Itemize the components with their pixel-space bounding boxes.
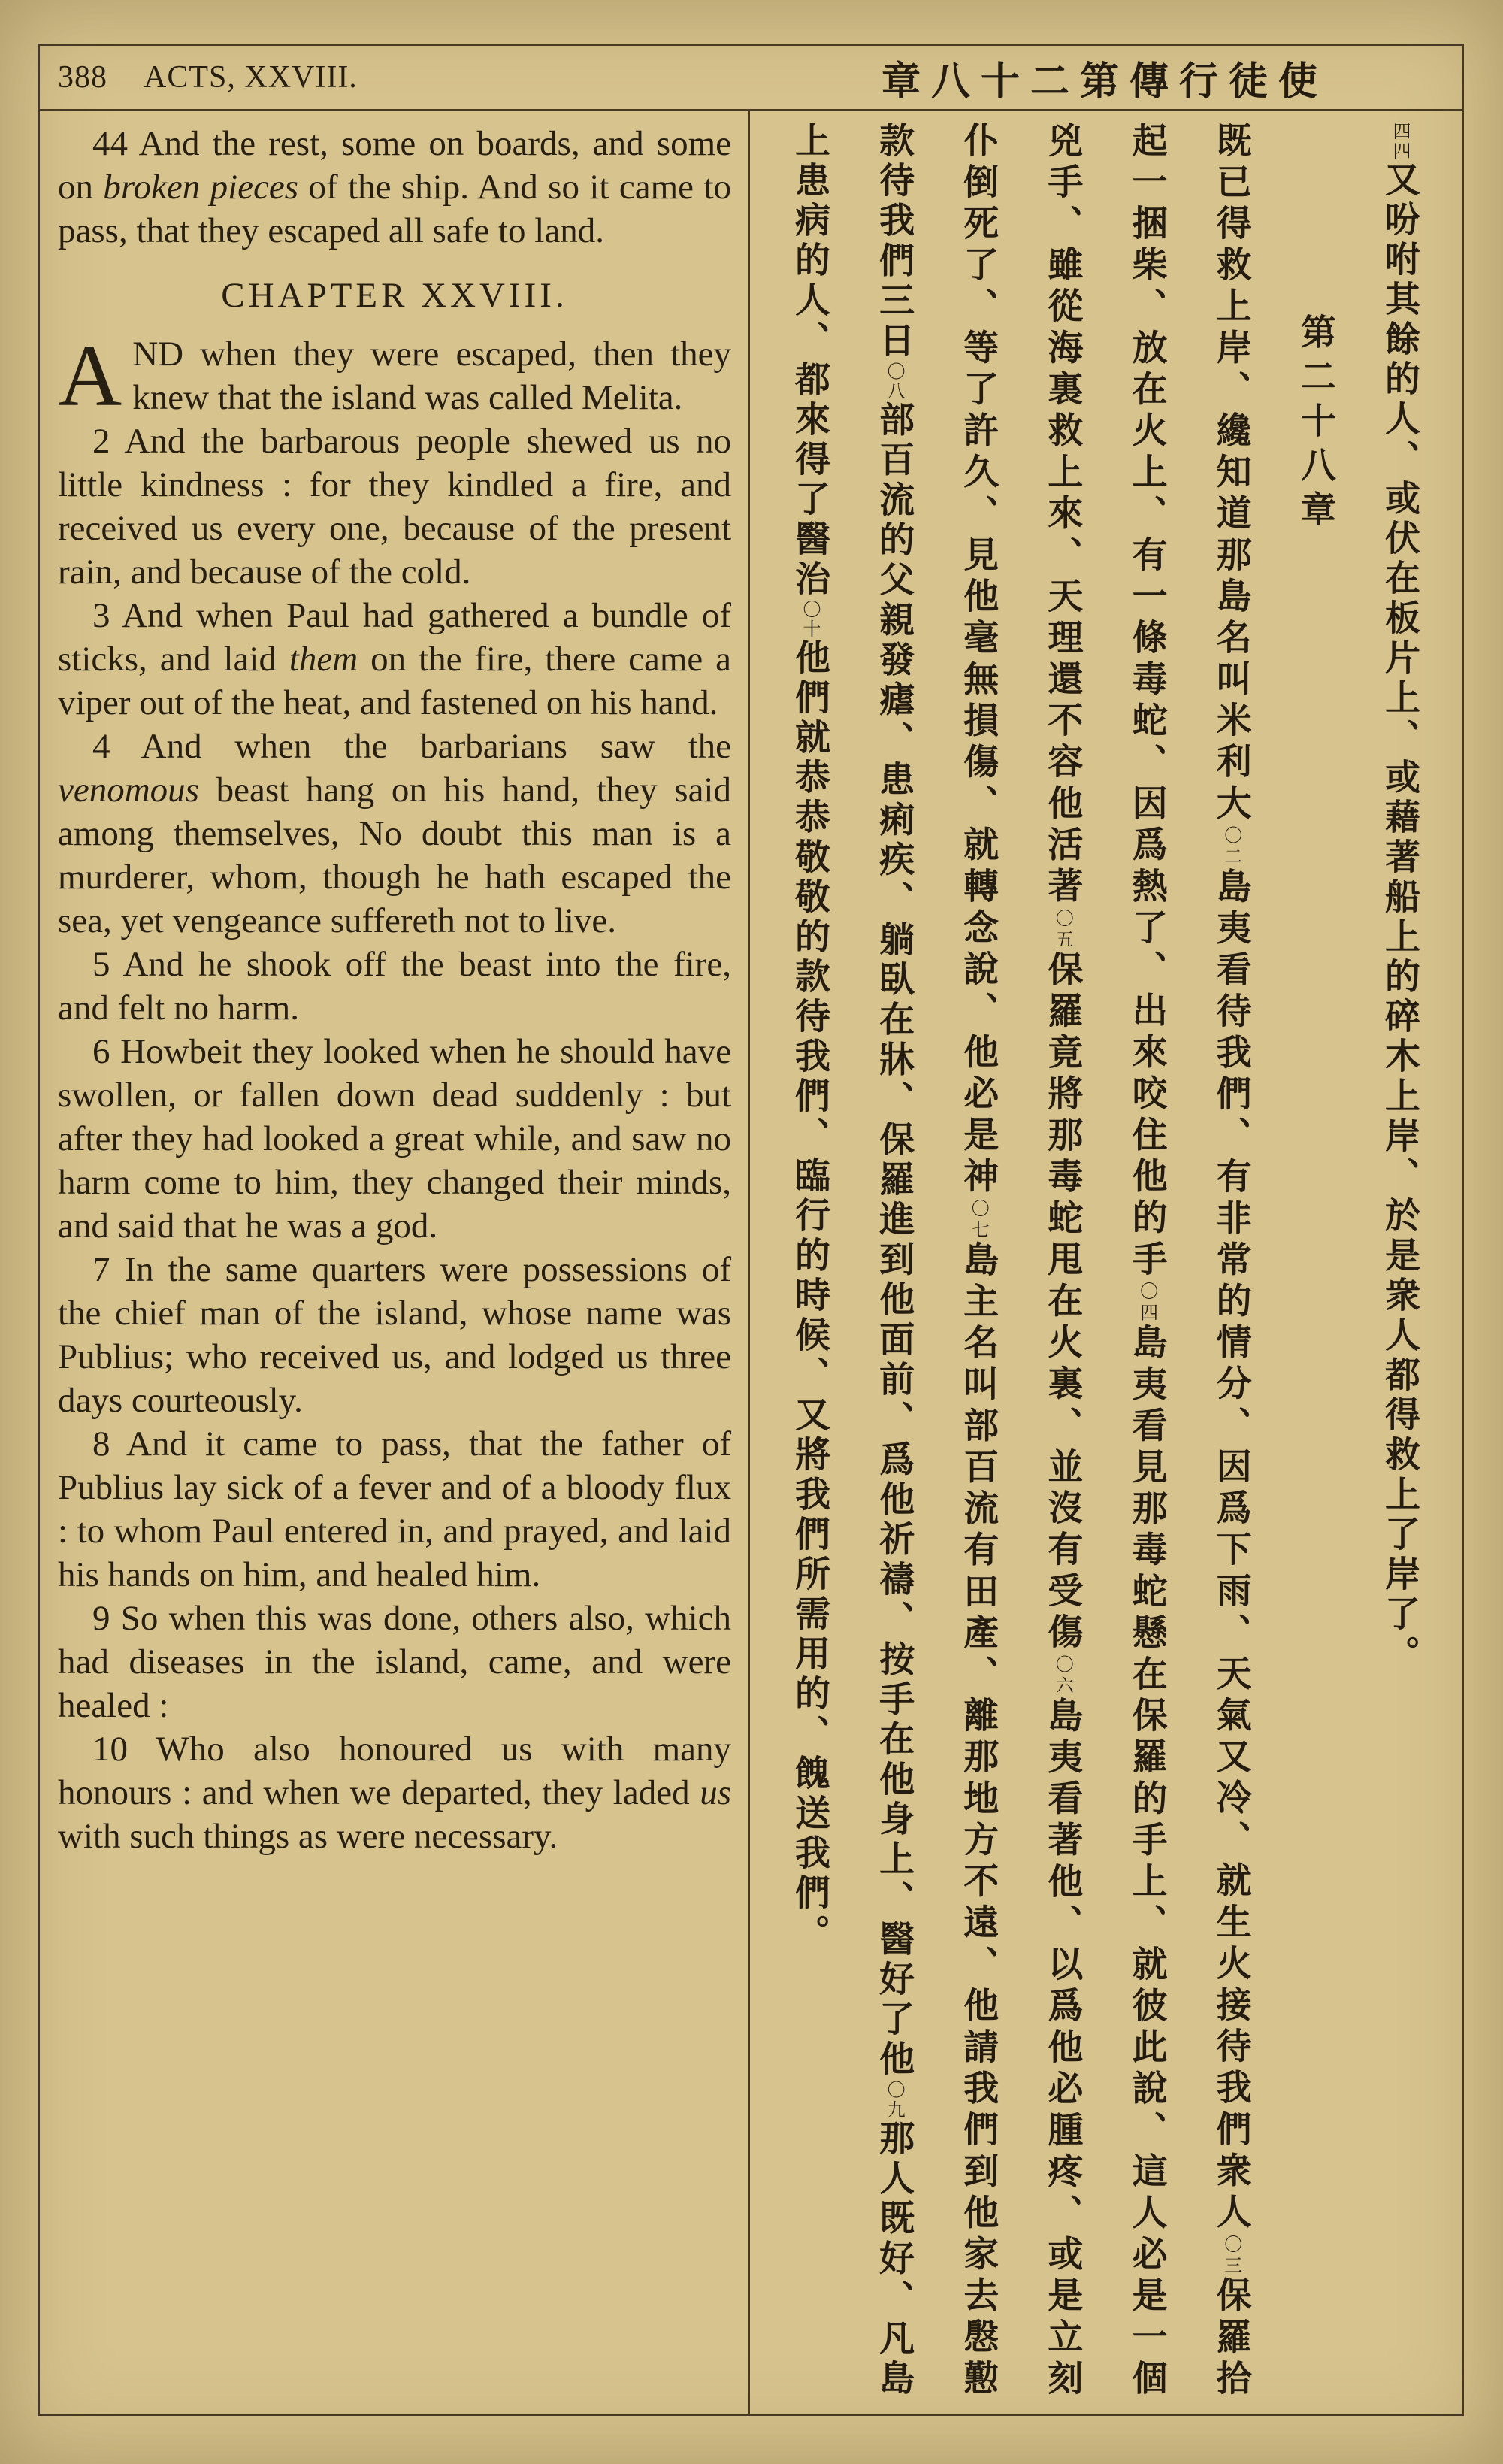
verse-paragraph: 8 And it came to pass, that the father of Publius lay sick of a fever and of a bloody flux : to whom Paul entered in, and prayed, and laid his hands on him, and healed him. bbox=[58, 1424, 731, 1594]
verse-paragraph: 10 Who also honoured us with many honours : and when we departed, they laded us with such things as were necessary. bbox=[58, 1730, 731, 1856]
chinese-columns bbox=[770, 122, 1439, 2399]
chinese-text-pane bbox=[748, 111, 1462, 2414]
drop-cap-initial: A bbox=[58, 326, 122, 425]
chapter-heading: CHAPTER XXVIII. bbox=[221, 276, 568, 315]
chinese-text-run: 上患病的人、都來得了醫治 bbox=[790, 122, 829, 600]
verse-paragraph: 4 And when the barbarians saw the venomous beast hang on his hand, they said among themselves, No doubt this man is a murderer, whom, though he hath escaped the sea, yet vengeance suffereth not to live. bbox=[58, 727, 731, 940]
chinese-text-run: 既已得救上岸、纔知道那島名叫米利大 bbox=[1211, 122, 1250, 826]
verse-paragraph: 6 Howbeit they looked when he should have swollen, or fallen down dead suddenly : but after they had looked a great while, and saw no harm come to him, they changed their minds, and said that he was a god. bbox=[58, 1032, 731, 1246]
verse-number-mark: 〇五 bbox=[1052, 908, 1072, 951]
verse-paragraph: 3 And when Paul had gathered a bundle of sticks, and laid them on the fire, there came a viper out of the heat, and fastened on his hand. bbox=[58, 596, 732, 722]
chinese-text-run: 保羅竟將那毒蛇甩在火裏、並沒有受傷 bbox=[1042, 950, 1082, 1655]
page-header bbox=[40, 46, 1462, 111]
chinese-vertical-column bbox=[1107, 122, 1187, 2399]
chinese-text-run: 兇手、雖從海裏救上來、天理還不容他活著 bbox=[1042, 122, 1082, 909]
verse-paragraph: 5 And he shook off the beast into the fire, and felt no harm. bbox=[58, 945, 731, 1028]
chinese-vertical-column bbox=[1191, 122, 1271, 2399]
verse-number-mark: 〇三 bbox=[1220, 2234, 1241, 2277]
chinese-text-run: 保羅拾 bbox=[1211, 2276, 1250, 2399]
chinese-text-run: 仆倒死了、等了許久、見他毫無損傷、就轉念說、他必是神 bbox=[958, 122, 998, 1199]
chinese-text-run: 島夷看待我們、有非常的情分、因爲下雨、天氣又冷、就生火接待我們衆人 bbox=[1211, 867, 1250, 2235]
english-text-pane bbox=[40, 111, 748, 2414]
chinese-vertical-column bbox=[1359, 122, 1439, 2399]
page-number: 388 bbox=[58, 60, 107, 95]
verse-number-mark: 〇九 bbox=[884, 2080, 904, 2120]
chinese-vertical-column bbox=[1022, 122, 1102, 2399]
chinese-text-run: 第二十八章 bbox=[1295, 313, 1335, 535]
chinese-text-run: 又吩咐其餘的人、或伏在板片上、或藉著船上的碎木上岸、於是衆人都得救上了岸了。 bbox=[1379, 161, 1419, 1675]
page-frame bbox=[38, 44, 1464, 2416]
chinese-text-run: 起一捆柴、放在火上、有一條毒蛇、因爲熱了、出來咬住他的手 bbox=[1126, 122, 1166, 1282]
chinese-vertical-column bbox=[770, 122, 849, 2399]
verse-number-mark: 〇七 bbox=[968, 1198, 988, 1242]
chinese-text-run: 款待我們三日 bbox=[874, 122, 914, 362]
verse-number-mark: 〇六 bbox=[1052, 1654, 1072, 1697]
chinese-text-run: 他們就恭恭敬敬的款待我們、臨行的時候、又將我們所需用的、餽送我們。 bbox=[790, 639, 829, 1954]
verse-paragraph: 7 In the same quarters were possessions of the chief man of the island, whose name was Publius; who received us, and lodged us three days courteously. bbox=[58, 1250, 731, 1420]
chinese-text-run: 島主名叫部百流有田產、離那地方不遠、他請我們到他家去慇懃 bbox=[958, 1241, 998, 2399]
chinese-chapter-heading bbox=[1275, 122, 1355, 2399]
verse-number-mark: 〇二 bbox=[1220, 825, 1241, 868]
verse-paragraph: 9 So when this was done, others also, which had diseases in the island, came, and were healed : bbox=[58, 1599, 731, 1725]
verse-number-mark: 〇十 bbox=[800, 600, 819, 639]
page-body bbox=[40, 111, 1462, 2414]
chinese-text-run: 部百流的父親發瘧、患痢疾、躺臥在牀、保羅進到他面前、爲他祈禱、按手在他身上、醫好了他 bbox=[874, 401, 914, 2081]
running-head-chinese: 章八十二第傳行徒使 bbox=[881, 60, 1328, 104]
book-title-english: ACTS, XXVIII. bbox=[144, 60, 358, 95]
verse-paragraph: AND when they were escaped, then they knew that the island was called Melita. bbox=[58, 326, 731, 425]
verse-paragraph: 2 And the barbarous people shewed us no little kindness : for they kindled a fire, and received us every one, because of the present rain, and because of the cold. bbox=[58, 422, 731, 592]
verse-paragraph: 44 And the rest, some on boards, and some on broken pieces of the ship. And so it came to pass, that they escaped all safe to land. bbox=[58, 124, 732, 250]
chinese-vertical-column bbox=[938, 122, 1018, 2399]
verse-number-mark: 〇八 bbox=[884, 362, 904, 401]
chinese-vertical-column bbox=[854, 122, 933, 2399]
running-head-english bbox=[40, 59, 748, 95]
chinese-text-run: 島夷看著他、以爲他必腫疼、或是立刻 bbox=[1042, 1697, 1082, 2399]
verse-number-mark: 〇四 bbox=[1136, 1282, 1157, 1324]
verse-number-mark: 四四 bbox=[1389, 122, 1409, 161]
chinese-text-run: 那人既好、凡島 bbox=[874, 2119, 914, 2399]
chinese-text-run: 島夷看見那毒蛇懸在保羅的手上、就彼此說、這人必是一個 bbox=[1126, 1324, 1166, 2399]
